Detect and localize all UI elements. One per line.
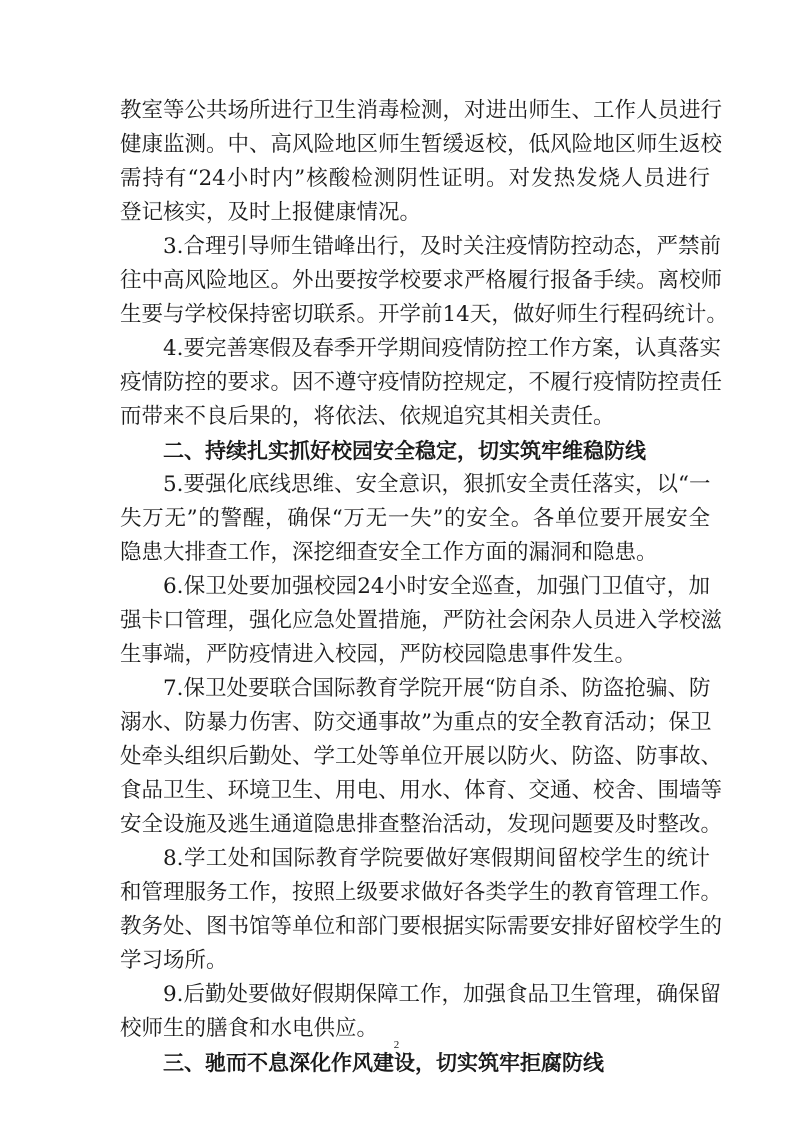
paragraph-line: 校师生的膳食和水电供应。 bbox=[120, 1016, 379, 1041]
paragraph-line: 疫情防控的要求。因不遵守疫情防控规定，不履行疫情防控责任 bbox=[120, 370, 723, 395]
paragraph-line: 食品卫生、环境卫生、用电、用水、体育、交通、校舍、围墙等 bbox=[120, 778, 723, 803]
paragraph-line: 5.要强化底线思维、安全意识，狠抓安全责任落实，以“一 bbox=[163, 472, 711, 497]
paragraph-line: 8.学工处和国际教育学院要做好寒假期间留校学生的统计 bbox=[163, 846, 710, 871]
paragraph-line: 和管理服务工作，按照上级要求做好各类学生的教育管理工作。 bbox=[120, 880, 723, 905]
paragraph-line: 而带来不良后果的，将依法、依规追究其相关责任。 bbox=[120, 404, 615, 429]
paragraph-line: 需持有“24小时内”核酸检测阴性证明。对发热发烧人员进行 bbox=[120, 166, 710, 191]
paragraph-line: 健康监测。中、高风险地区师生暂缓返校，低风险地区师生返校 bbox=[120, 132, 723, 157]
paragraph-line: 登记核实，及时上报健康情况。 bbox=[120, 200, 422, 225]
paragraph-line: 生要与学校保持密切联系。开学前14天，做好师生行程码统计。 bbox=[120, 302, 728, 327]
page-number: 2 bbox=[393, 1039, 400, 1051]
paragraph-line: 学习场所。 bbox=[120, 948, 228, 973]
paragraph-line: 往中高风险地区。外出要按学校要求严格履行报备手续。离校师 bbox=[120, 268, 723, 293]
paragraph-line: 处牵头组织后勤处、学工处等单位开展以防火、防盗、防事故、 bbox=[120, 744, 723, 769]
paragraph-line: 4.要完善寒假及春季开学期间疫情防控工作方案，认真落实 bbox=[163, 336, 722, 361]
paragraph-line: 安全设施及逃生通道隐患排查整治活动，发现问题要及时整改。 bbox=[120, 812, 723, 837]
paragraph-line: 隐患大排查工作，深挖细查安全工作方面的漏洞和隐患。 bbox=[120, 540, 658, 565]
paragraph-line: 教务处、图书馆等单位和部门要根据实际需要安排好留校学生的 bbox=[120, 914, 723, 939]
section-heading: 二、持续扎实抓好校园安全稳定，切实筑牢维稳防线 bbox=[163, 439, 646, 463]
paragraph-line: 6.保卫处要加强校园24小时安全巡查，加强门卫值守，加 bbox=[163, 574, 710, 599]
paragraph-line: 3.合理引导师生错峰出行，及时关注疫情防控动态，严禁前 bbox=[163, 234, 722, 259]
paragraph-line: 教室等公共场所进行卫生消毒检测，对进出师生、工作人员进行 bbox=[120, 98, 723, 123]
paragraph-line: 7.保卫处要联合国际教育学院开展“防自杀、防盗抢骗、防 bbox=[163, 676, 711, 701]
paragraph-line: 强卡口管理，强化应急处置措施，严防社会闲杂人员进入学校滋 bbox=[120, 608, 723, 633]
paragraph-line: 生事端，严防疫情进入校园，严防校园隐患事件发生。 bbox=[120, 642, 637, 667]
section-heading: 三、驰而不息深化作风建设，切实筑牢拒腐防线 bbox=[163, 1051, 604, 1075]
paragraph-line: 9.后勤处要做好假期保障工作，加强食品卫生管理，确保留 bbox=[163, 982, 722, 1007]
paragraph-line: 溺水、防暴力伤害、防交通事故”为重点的安全教育活动；保卫 bbox=[120, 710, 712, 735]
paragraph-line: 失万无”的警醒，确保“万无一失”的安全。各单位要开展安全 bbox=[120, 506, 710, 531]
